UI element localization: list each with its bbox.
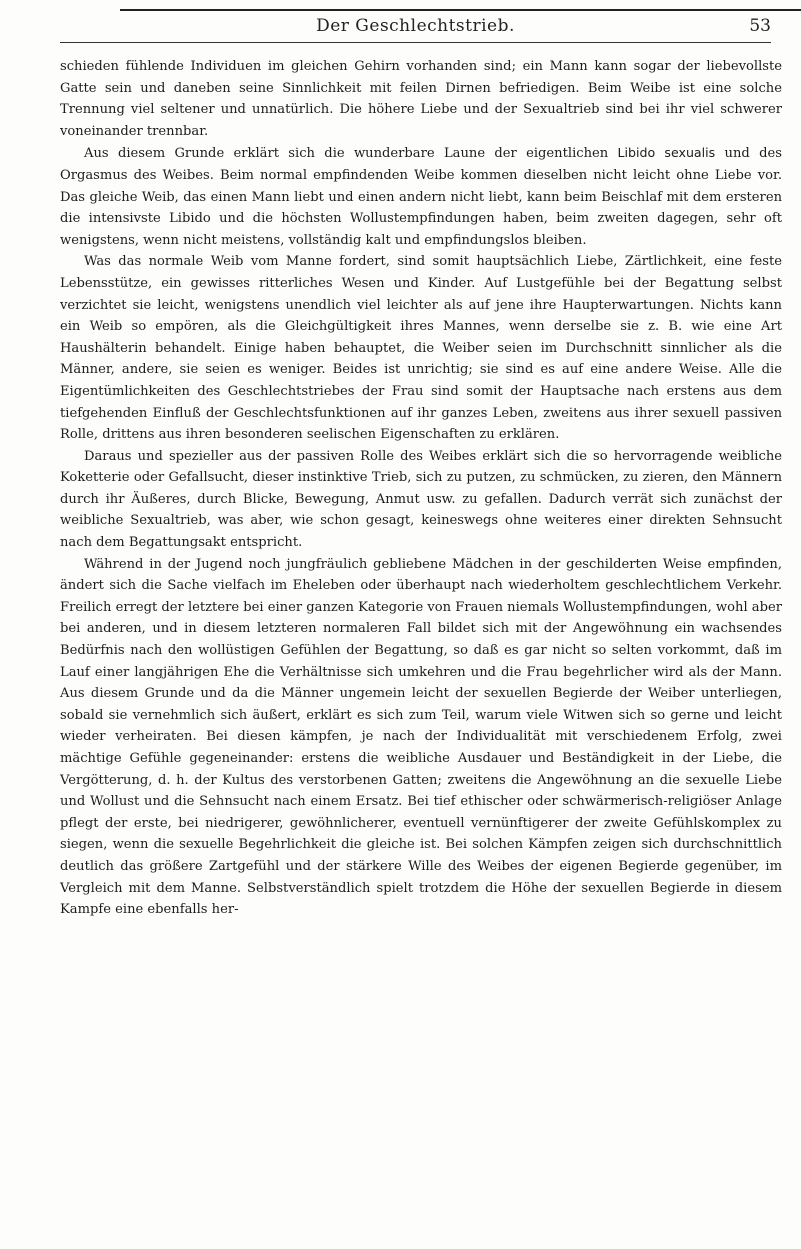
- latin-term: Libido sexualis: [617, 145, 716, 161]
- running-head: Der Geschlechtstrieb.: [316, 16, 515, 36]
- scan-edge-rule: [120, 9, 801, 11]
- body-text: [60, 56, 782, 921]
- page-header: [60, 16, 771, 60]
- paragraph-demands: Was das normale Weib vom Manne fordert, sind somit hauptsächlich Liebe, Zärtlichkeit, eine feste Lebensstütze, ein gewisses ritterliches Wesen und Kinder. Auf Lustgefühle bei der Begattung selbst verzichtet sie leicht, wenigstens unendlich viel leichter als auf jene ihre Haupterwartungen. Nichts kann ein Weib so empören, als die Gleichgültigkeit ihres Mannes, wenn derselbe sie z. B. wie eine Art Haushälterin behandelt. Einige haben behauptet, die Weiber seien im Durchschnitt sinnlicher als die Männer, andere, sie seien es weniger. Beides ist unrichtig; sie sind es auf eine andere Weise. Alle die Eigentümlichkeiten des Geschlechtstriebes der Frau sind somit der Hauptsache nach erstens aus dem tiefgehenden Einfluß der Geschlechtsfunktionen auf ihr ganzes Leben, zweitens aus ihrer sexuell passiven Rolle, drittens aus ihren besonderen seelischen Eigenschaften zu erklären.: [60, 254, 782, 443]
- paragraph-coquetry: Daraus und spezieller aus der passiven Rolle des Weibes erklärt sich die so hervorragende weibliche Koketterie oder Gefallsucht, dieser instinktive Trieb, sich zu putzen, zu schmücken, zu zieren, den Männern durch ihr Äußeres, durch Blicke, Bewegung, Anmut usw. zu gefallen. Dadurch verrät sich zunächst der weibliche Sexualtrieb, was aber, wie schon gesagt, keineswegs ohne weiteres einer direkten Sehnsucht nach dem Begattungsakt entspricht.: [60, 448, 782, 551]
- paragraph-libido: [60, 142, 782, 251]
- paragraph-continuation: schieden fühlende Individuen im gleichen Gehirn vorhanden sind; ein Mann kann sogar der liebevollste Gatte sein und daneben seine Sinnlichkeit mit feilen Dirnen befriedigen. Beim Weibe ist eine solche Trennung viel seltener und unnatürlich. Die höhere Liebe und der Sexualtrieb sind bei ihr viel schwerer voneinander trennbar.: [60, 59, 782, 139]
- paragraph-marriage: Während in der Jugend noch jungfräulich gebliebene Mädchen in der geschilderten Weise empfinden, ändert sich die Sache vielfach im Eheleben oder überhaupt nach wiederholtem geschlechtlichem Verkehr. Freilich erregt der letztere bei einer ganzen Kategorie von Frauen niemals Wollustempfindungen, wohl aber bei anderen, und in diesem letzteren normaleren Fall bildet sich mit der Angewöhnung ein wachsendes Bedürfnis nach den wollüstigen Gefühlen der Begattung, so daß es gar nicht so selten vorkommt, daß im Lauf einer langjährigen Ehe die Verhältnisse sich umkehren und die Frau begehrlicher wird als der Mann. Aus diesem Grunde und da die Männer ungemein leicht der sexuellen Begierde der Weiber unterliegen, sobald sie vernehmlich sich äußert, erklärt es sich zum Teil, warum viele Witwen sich so gerne und leicht wieder verheiraten. Bei diesen kämpfen, je nach der Individualität mit verschiedenem Erfolg, zwei mächtige Gefühle gegeneinander: erstens die weibliche Ausdauer und Beständigkeit in der Liebe, die Vergötterung, d. h. der Kultus des verstorbenen Gatten; zweitens die Angewöhnung an die sexuelle Liebe und Wollust und die Sehnsucht nach einem Ersatz. Bei tief ethischer oder schwärmerisch-religiöser Anlage pflegt der erste, bei niedrigerer, gewöhnlicherer, eventuell vernünftigerer der zweite Gefühlskomplex zu siegen, wenn die sexuelle Begehrlichkeit die gleiche ist. Bei solchen Kämpfen zeigen sich durchschnittlich deutlich das größere Zartgefühl und der stärkere Wille des Weibes der eigenen Begierde gegenüber, im Vergleich mit dem Manne. Selbstverständlich spielt trotzdem die Höhe der sexuellen Begierde in diesem Kampfe eine ebenfalls her-: [60, 556, 782, 918]
- header-rule: [60, 42, 771, 43]
- paragraph-libido-end: und des Orgasmus des Weibes. Beim normal empfindenden Weibe kommen dieselben nicht leicht ohne Liebe vor. Das gleiche Weib, das einen Mann liebt und einen andern nicht liebt, kann beim Beischlaf mit dem ersteren die intensivste Libido und die höchsten Wollustempfindungen haben, beim zweiten dagegen, sehr oft wenigstens, wenn nicht meistens, vollständig kalt und empfindungslos bleiben.: [60, 146, 782, 248]
- paragraph-libido-start: Aus diesem Grunde erklärt sich die wunderbare Laune der eigentlichen: [84, 146, 618, 162]
- page-number: 53: [749, 16, 771, 36]
